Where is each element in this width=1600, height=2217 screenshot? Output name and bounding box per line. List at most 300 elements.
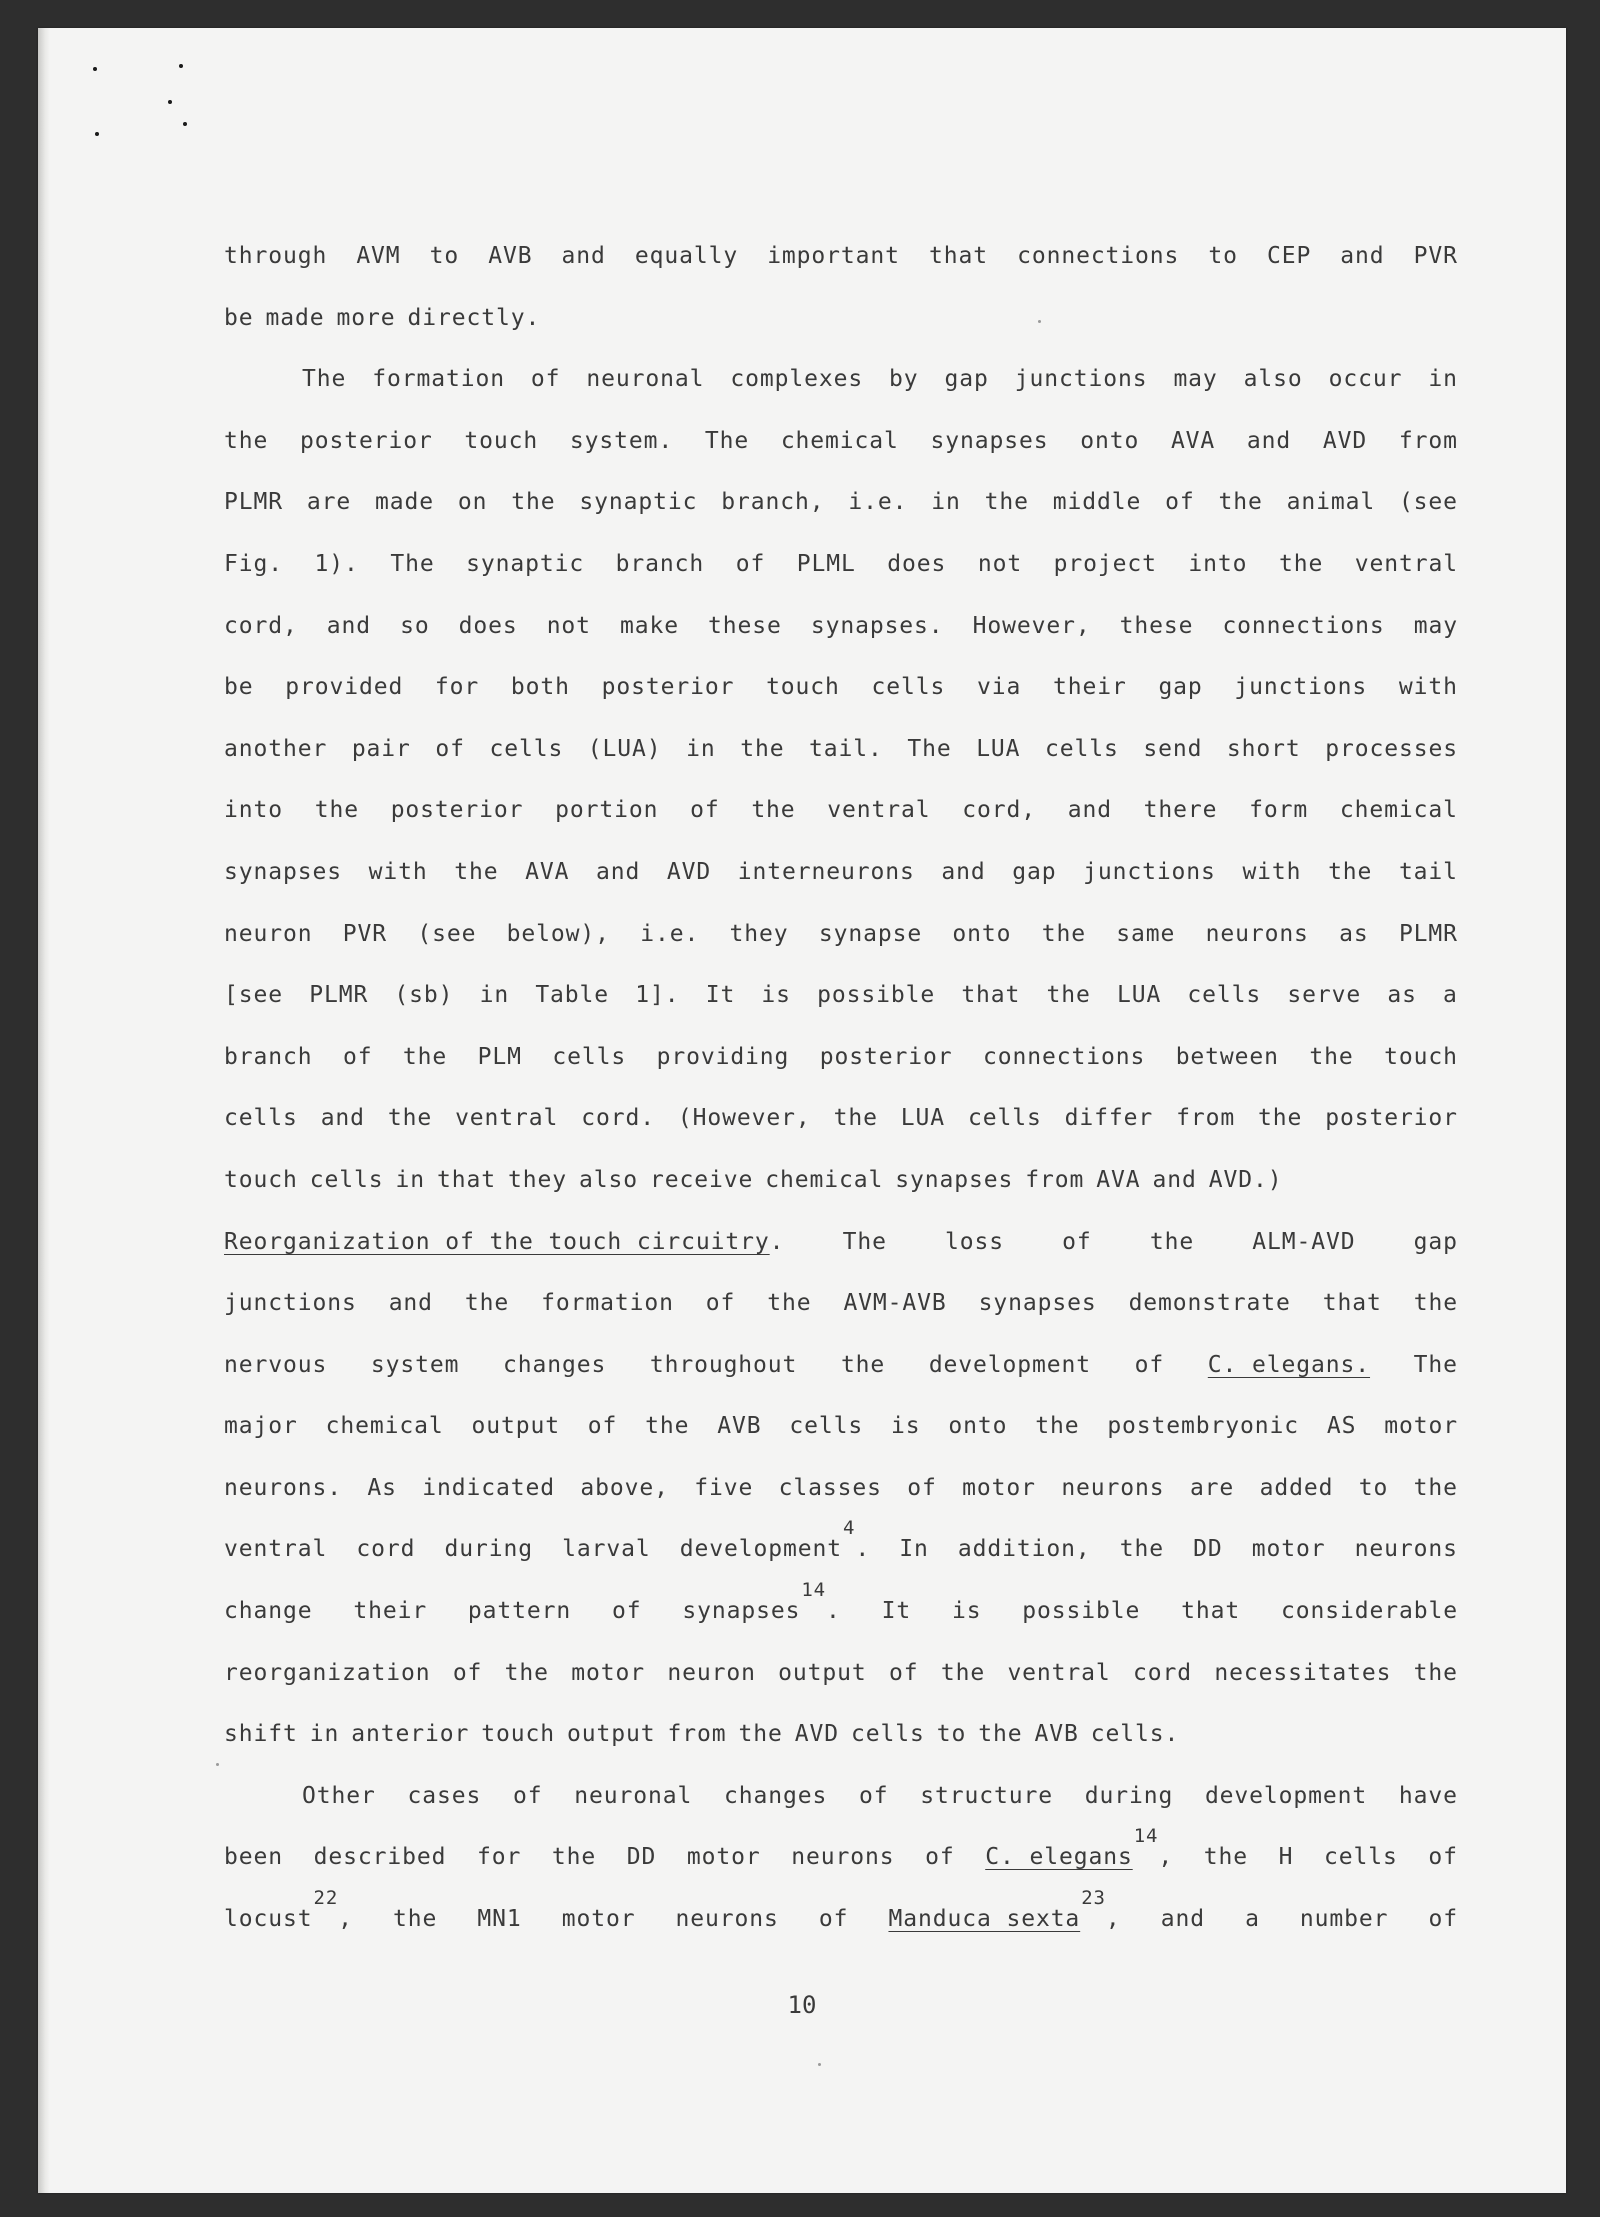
word: from xyxy=(667,1721,727,1748)
word: connections xyxy=(982,1043,1146,1070)
word: above, xyxy=(580,1474,669,1501)
word: The xyxy=(842,1228,887,1255)
word: AVD xyxy=(666,858,712,885)
text-line xyxy=(224,657,1458,719)
word: and xyxy=(326,612,372,639)
word: AVB xyxy=(717,1413,762,1440)
word: have xyxy=(1398,1782,1458,1809)
paper-speck xyxy=(818,2063,821,2066)
word: AVD.) xyxy=(1208,1166,1283,1193)
word: connections xyxy=(1017,243,1180,269)
word: occur xyxy=(1328,366,1403,393)
word: PLMR xyxy=(309,982,369,1009)
word: their xyxy=(353,1598,428,1625)
word: interneurons xyxy=(737,858,915,885)
word: neuron xyxy=(667,1659,756,1686)
word: their xyxy=(1052,674,1127,701)
word: synapses. xyxy=(810,612,944,639)
word: PLM xyxy=(477,1043,522,1070)
word: (sb) xyxy=(394,982,454,1009)
word: posterior xyxy=(299,427,433,454)
word: by xyxy=(889,366,919,393)
word: i.e. xyxy=(848,489,908,516)
word: of xyxy=(612,1598,642,1625)
word: cord xyxy=(356,1536,416,1563)
word: neurons xyxy=(1354,1536,1458,1563)
text-line xyxy=(224,472,1458,534)
text-line xyxy=(224,1335,1458,1397)
word: also xyxy=(579,1166,638,1193)
word: in xyxy=(931,489,961,516)
word: may xyxy=(1173,366,1218,393)
word: posterior xyxy=(601,674,735,701)
word: of xyxy=(452,1659,483,1686)
text-line xyxy=(224,1458,1458,1520)
word: onto xyxy=(952,920,1012,947)
word: receive xyxy=(650,1166,754,1193)
word: anterior xyxy=(351,1721,470,1748)
section-heading: Reorganization of the touch circuitry xyxy=(224,1228,770,1255)
word: The xyxy=(704,427,750,454)
word: It xyxy=(705,982,736,1009)
text-line xyxy=(224,719,1458,781)
word: AVA xyxy=(1096,1166,1141,1193)
word: neuron xyxy=(224,920,313,947)
word: is xyxy=(761,982,791,1009)
word: gap xyxy=(1158,674,1203,701)
word: PLML xyxy=(796,550,856,577)
word: and xyxy=(941,858,986,885)
word: the xyxy=(1413,1474,1458,1501)
word: between xyxy=(1175,1043,1279,1070)
body-text xyxy=(224,226,1458,1951)
page-number: 10 xyxy=(787,1991,817,2019)
word: of xyxy=(435,735,465,762)
word: It xyxy=(881,1598,912,1625)
word: cells xyxy=(967,1105,1042,1132)
word: in xyxy=(479,982,510,1009)
word: branch, xyxy=(721,489,825,516)
word: that xyxy=(961,982,1021,1009)
text-line xyxy=(224,1027,1458,1089)
word: development xyxy=(928,1351,1092,1378)
word: neuronal xyxy=(574,1782,693,1809)
word: posterior xyxy=(819,1043,953,1070)
word: touch xyxy=(766,674,840,701)
word: cord, xyxy=(962,797,1036,824)
word: the xyxy=(833,1105,878,1132)
word: PLMR xyxy=(1398,920,1458,947)
word: As xyxy=(367,1474,397,1501)
word: tail xyxy=(1398,858,1458,885)
text-line xyxy=(224,226,1458,288)
text-line xyxy=(224,288,1458,350)
word: indicated xyxy=(422,1474,555,1501)
word: synaptic xyxy=(579,489,698,516)
text-line xyxy=(224,1212,1458,1274)
word: , xyxy=(1158,1844,1174,1871)
word: the xyxy=(551,1844,597,1871)
word: differ xyxy=(1064,1105,1154,1132)
word: output xyxy=(566,1721,656,1748)
text-line xyxy=(224,1643,1458,1705)
word: of xyxy=(907,1474,937,1501)
word: reorganization xyxy=(224,1659,431,1686)
word: ventral xyxy=(455,1105,559,1132)
species-name: Manduca sexta xyxy=(888,1906,1081,1933)
word: equally xyxy=(634,243,739,269)
word: the xyxy=(402,1043,448,1070)
paper-speck xyxy=(216,1763,219,1766)
word: throughout xyxy=(649,1351,798,1378)
word: H xyxy=(1278,1844,1294,1871)
word: AVM xyxy=(356,243,401,269)
word: AVM-AVB xyxy=(843,1290,947,1317)
word: of xyxy=(705,1290,736,1317)
word: project xyxy=(1053,550,1157,577)
word: chemical xyxy=(765,1166,884,1193)
word: the xyxy=(840,1351,886,1378)
word: CEP xyxy=(1266,243,1312,269)
word: the xyxy=(978,1721,1023,1748)
word: the xyxy=(1413,1659,1458,1686)
word: considerable xyxy=(1280,1598,1458,1625)
word: directly. xyxy=(407,304,541,331)
word: Reorganization of the touch circuitry. xyxy=(224,1228,785,1255)
word: PVR xyxy=(1413,243,1458,269)
word: However, xyxy=(972,612,1091,639)
word: chemical xyxy=(325,1413,444,1440)
word: cells xyxy=(552,1043,627,1070)
text-line xyxy=(224,904,1458,966)
word xyxy=(888,1889,1120,1951)
citation-superscript: 23 xyxy=(1081,1887,1106,1910)
word: junctions xyxy=(1014,366,1148,393)
word: these xyxy=(708,612,782,639)
word: . xyxy=(826,1598,841,1625)
word: postembryonic xyxy=(1107,1413,1300,1440)
word: with xyxy=(1242,858,1302,885)
word: important xyxy=(767,243,900,269)
word: changes xyxy=(723,1782,828,1809)
word: made xyxy=(375,489,434,516)
word: for xyxy=(476,1844,522,1871)
word: neuronal xyxy=(586,366,705,393)
word: the xyxy=(387,1105,433,1132)
word: synapses xyxy=(978,1290,1097,1317)
word: in xyxy=(309,1721,340,1748)
word: the xyxy=(1278,550,1324,577)
word: of xyxy=(889,1659,919,1686)
text-line xyxy=(224,349,1458,411)
word: the xyxy=(1258,1105,1303,1132)
word: they xyxy=(508,1166,567,1193)
word: structure xyxy=(920,1782,1053,1809)
word: and xyxy=(1340,243,1385,269)
word: a xyxy=(1443,982,1458,1009)
word: the xyxy=(1119,1536,1164,1563)
word: middle xyxy=(1052,489,1142,516)
word: in xyxy=(686,735,716,762)
word: serve xyxy=(1287,982,1362,1009)
word: the xyxy=(940,1659,986,1686)
word: larval xyxy=(562,1536,651,1563)
word: onto xyxy=(948,1413,1008,1440)
species-name: C. elegans xyxy=(985,1844,1133,1871)
word: change xyxy=(224,1598,313,1625)
word: to xyxy=(429,243,460,269)
word: shift xyxy=(224,1721,298,1748)
word: (However, xyxy=(677,1105,811,1132)
word: the xyxy=(224,427,269,454)
word: AVA xyxy=(525,858,570,885)
word: necessitates xyxy=(1214,1659,1392,1686)
word: cases xyxy=(407,1782,482,1809)
word: system. xyxy=(569,427,674,454)
word: complexes xyxy=(730,366,864,393)
word: the xyxy=(767,1290,812,1317)
word: with xyxy=(368,858,428,885)
word: they xyxy=(729,920,789,947)
word: these xyxy=(1119,612,1194,639)
word: cord xyxy=(1133,1659,1193,1686)
word: system xyxy=(370,1351,460,1378)
text-line xyxy=(224,965,1458,1027)
word: addition, xyxy=(957,1536,1091,1563)
word: the xyxy=(1041,920,1086,947)
word: and xyxy=(1246,427,1292,454)
word: DD xyxy=(626,1844,657,1871)
word: the xyxy=(511,489,556,516)
word: motor xyxy=(561,1906,636,1933)
text-line xyxy=(224,842,1458,904)
word: [see xyxy=(224,982,283,1009)
word: the xyxy=(1035,1413,1080,1440)
word: from xyxy=(1025,1166,1085,1193)
word: cord, xyxy=(224,612,298,639)
word: ventral xyxy=(827,797,931,824)
word: junctions xyxy=(224,1290,357,1317)
word: also xyxy=(1243,366,1303,393)
word: . xyxy=(855,1536,871,1563)
word: development xyxy=(1204,1782,1368,1809)
word: another xyxy=(224,735,328,762)
word: not xyxy=(977,550,1023,577)
word: to xyxy=(1208,243,1238,269)
word: so xyxy=(400,612,430,639)
word: form xyxy=(1249,797,1309,824)
species-name: C. elegans. xyxy=(1207,1351,1371,1378)
document-page xyxy=(38,28,1566,2193)
word: touch xyxy=(224,1166,298,1193)
word: both xyxy=(510,674,570,701)
word: into xyxy=(224,797,283,824)
word: short xyxy=(1226,735,1301,762)
word: providing xyxy=(656,1043,790,1070)
word: same xyxy=(1116,920,1176,947)
word: cells xyxy=(1324,1844,1398,1871)
word: Table xyxy=(535,982,610,1009)
word: described xyxy=(313,1844,447,1871)
word: ventral xyxy=(1007,1659,1111,1686)
word: PVR xyxy=(342,920,388,947)
word: neurons. xyxy=(224,1474,342,1501)
word: cells xyxy=(309,1166,384,1193)
word: chemical xyxy=(1339,797,1458,824)
word: The xyxy=(1413,1351,1458,1378)
citation-superscript: 4 xyxy=(843,1517,856,1540)
word: of xyxy=(1134,1351,1165,1378)
word: synapses xyxy=(224,858,342,885)
word: through xyxy=(224,243,328,269)
word: make xyxy=(619,612,679,639)
word: be xyxy=(224,674,254,701)
word: below), xyxy=(506,920,610,947)
word: touch xyxy=(1384,1043,1458,1070)
word: are xyxy=(1189,1474,1235,1501)
word: of xyxy=(818,1906,849,1933)
word: posterior xyxy=(390,797,524,824)
word xyxy=(680,1519,870,1581)
word: AVB xyxy=(1034,1721,1079,1748)
word: The xyxy=(302,366,347,393)
punch-dot xyxy=(95,132,99,136)
word: (see xyxy=(417,920,477,947)
word: loss xyxy=(945,1228,1004,1255)
text-line xyxy=(224,1889,1458,1951)
word: DD xyxy=(1193,1536,1223,1563)
word: (LUA) xyxy=(587,735,662,762)
word: the xyxy=(1046,982,1091,1009)
word: demonstrate xyxy=(1128,1290,1291,1317)
word: branch xyxy=(615,550,705,577)
word: and xyxy=(320,1105,365,1132)
word: motor xyxy=(1384,1413,1458,1440)
word: LUA xyxy=(900,1105,946,1132)
word: the xyxy=(1203,1844,1249,1871)
word xyxy=(985,1827,1173,1889)
word: animal xyxy=(1286,489,1376,516)
word: of xyxy=(1428,1844,1458,1871)
word: the xyxy=(1413,1290,1458,1317)
word: cells xyxy=(489,735,564,762)
word: with xyxy=(1398,674,1458,701)
word: and xyxy=(1067,797,1112,824)
word: the xyxy=(454,858,499,885)
word: formation xyxy=(541,1290,674,1317)
word: cells xyxy=(850,1721,925,1748)
word: been xyxy=(224,1844,283,1871)
word: to xyxy=(936,1721,967,1748)
text-line xyxy=(224,411,1458,473)
word: there xyxy=(1143,797,1218,824)
word: portion xyxy=(555,797,659,824)
word: major xyxy=(224,1413,298,1440)
word: AVD xyxy=(1322,427,1368,454)
citation-superscript: 14 xyxy=(801,1579,827,1602)
word: processes xyxy=(1325,735,1458,762)
word: the xyxy=(1218,489,1263,516)
word: locust xyxy=(224,1906,313,1933)
word: of xyxy=(530,366,561,393)
word: cells xyxy=(789,1413,864,1440)
text-line xyxy=(224,1088,1458,1150)
word: are xyxy=(306,489,352,516)
word: cells xyxy=(224,1105,298,1132)
word: output xyxy=(778,1659,867,1686)
word: number xyxy=(1299,1906,1389,1933)
word: and xyxy=(388,1290,433,1317)
word: of xyxy=(1165,489,1195,516)
word: AVD xyxy=(794,1721,839,1748)
word: provided xyxy=(285,674,404,701)
text-line xyxy=(224,1150,1458,1212)
word: the xyxy=(740,735,785,762)
word: and xyxy=(595,858,641,885)
word: classes xyxy=(778,1474,882,1501)
word: of xyxy=(858,1782,889,1809)
word: the xyxy=(464,1290,510,1317)
word: posterior xyxy=(1325,1105,1458,1132)
word: of xyxy=(690,797,720,824)
word: in xyxy=(1428,366,1458,393)
word: as xyxy=(1387,982,1417,1009)
word: chemical xyxy=(780,427,899,454)
word: connections xyxy=(1222,612,1385,639)
word: does xyxy=(458,612,518,639)
word: onto xyxy=(1080,427,1140,454)
word: the xyxy=(1309,1043,1354,1070)
text-line xyxy=(224,596,1458,658)
word: motor xyxy=(962,1474,1036,1501)
punch-dot xyxy=(168,100,172,104)
word: LUA xyxy=(976,735,1021,762)
word: Other xyxy=(302,1782,376,1809)
word: into xyxy=(1188,550,1248,577)
word: the xyxy=(504,1659,549,1686)
word: formation xyxy=(372,366,505,393)
word: possible xyxy=(817,982,936,1009)
word: of xyxy=(513,1782,543,1809)
word xyxy=(682,1581,840,1643)
word: cells xyxy=(1187,982,1262,1009)
word: the xyxy=(984,489,1029,516)
word: neurons xyxy=(1061,1474,1165,1501)
word: as xyxy=(1339,920,1369,947)
word: neurons xyxy=(791,1844,895,1871)
word: gap xyxy=(1012,858,1057,885)
word: that xyxy=(437,1166,496,1193)
word: motor xyxy=(686,1844,761,1871)
word: of xyxy=(735,550,766,577)
word: made xyxy=(265,304,325,331)
word: and xyxy=(1160,1906,1205,1933)
text-line xyxy=(224,780,1458,842)
word: gap xyxy=(944,366,989,393)
word: the xyxy=(1328,858,1373,885)
word: gap xyxy=(1413,1228,1458,1255)
word: cells xyxy=(1045,735,1119,762)
word: is xyxy=(951,1598,982,1625)
word: that xyxy=(1322,1290,1382,1317)
word: junctions xyxy=(1234,674,1368,701)
word: i.e. xyxy=(640,920,700,947)
word: synapse xyxy=(818,920,923,947)
text-line xyxy=(224,1827,1458,1889)
text-line xyxy=(224,1581,1458,1643)
punch-dot xyxy=(93,67,97,71)
word: that xyxy=(929,243,988,269)
